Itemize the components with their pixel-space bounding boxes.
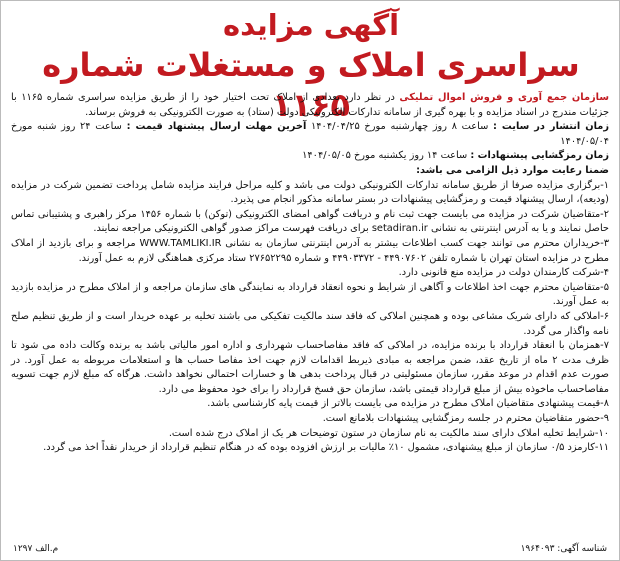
- deadline-value: ساعت ۲۴ روز شنبه مورخ ۱۴۰۴/۰۵/۰۴: [11, 121, 609, 147]
- condition-item: ۳-خریداران محترم می توانند جهت کسب اطلاعات بیشتر به آدرس اینترنتی سازمان به نشانی WWW.TAMLIKI.IR مراجعه و برای بازدید از املاک مطرح در مزایده استان تهران با شماره تلفن ۴۴۹۰۷۶۰۲ - ۴۴۹۰۳۳۷۲ و شماره ۲۷۶۵۲۲۹۵ ستاد مرکزی هماهنگی لازم به عمل آورند.: [11, 237, 610, 264]
- condition-item: ۷-همزمان با انعقاد قرارداد با برنده مزایده، در املاکی که فاقد مفاصاحساب شهرداری و اداره امور مالیاتی باشد به برنده وکالت داده می شود تا ظرف مدت ۲ ماه از تاریخ عقد، ضمن مراجعه به مبادی ذیربط اقدامات لازم جهت اخذ مفاصا حساب ها و استعلامات مربوطه به عمل آورد. در صورت عدم اقدام در موعد مقرر، سازمان مسئولیتی در قبال پرداخت بدهی ها و خسارات احتمالی نخواهد داشت. هرگاه که مبلغ لازم جهت تسویه مفاصاحساب ماخوذه بیش از مبلغ قرارداد قیمتی باشد، سازمان حق فسخ قرارداد را برای خود محفوظ می دارد.: [11, 340, 610, 395]
- publish-value: ساعت ۸ روز چهارشنبه مورخ ۱۴۰۴/۰۴/۲۵: [306, 121, 494, 133]
- condition-item: ۸-قیمت پیشنهادی متقاضیان املاک مطرح در مزایده می بایست بالاتر از قیمت پایه کارشناسی باشد.: [207, 398, 609, 410]
- organization-name: سازمان جمع آوری و فروش اموال تملیکی: [399, 92, 609, 103]
- condition-item: ۱۰-شرایط تخلیه املاک دارای سند مالکیت به نام سازمان در ستون توضیحات هر یک از املاک درج شده است.: [168, 427, 609, 439]
- condition-item: ۶-املاکی که دارای شریک مشاعی بوده و همچنین املاکی که فاقد سند مالکیت تفکیکی می باشند تخلیه بر عهده خریدار است و از طریق تنظیم صلح نامه واگذار می گردد.: [11, 310, 609, 337]
- ad-subtitle: سراسری املاک و مستغلات شماره ۱۱۶۵: [42, 46, 580, 124]
- intro-paragraph: [11, 91, 609, 120]
- condition-item: ۲-متقاضیان شرکت در مزایده می بایست جهت ثبت نام و دریافت گواهی امضای الکترونیکی (توکن) با شماره ۱۴۵۶ مرکز راهبری و پشتیبانی تماس حاصل نمایند و یا به آدرس اینترنتی به نشانی setadiran.ir برای دریافت فهرست مراکز صدور گواهی الکترونیکی مراجعه نمایند.: [11, 208, 609, 235]
- publish-label: زمان انتشار در سایت :: [493, 121, 609, 133]
- condition-item: ۴-شرکت کارمندان دولت در مزایده منع قانونی دارد.: [398, 267, 609, 279]
- ad-body: [11, 91, 609, 456]
- ad-footer: [13, 544, 607, 554]
- intro-text: در نظر دارد تعدادی از املاک تحت اختیار خود را از طریق مزایده سراسری شماره ۱۱۶۵ با جزئیات مندرج در اسناد مزایده و با بهره گیری از سامانه تدارکات الکترونیکی دولت (ستاد) به صورت الکترونیکی به فروش برساند.: [11, 92, 609, 118]
- deadline-label: آخرین مهلت ارسال پیشنهاد قیمت :: [126, 121, 307, 133]
- condition-item: ۵-متقاضیان محترم جهت اخذ اطلاعات و آگاهی از شرایط و نحوه انعقاد قرارداد به نمایندگی های سازمان مراجعه و از املاک مطرح در مزایده بازدید به عمل آورند.: [11, 281, 609, 308]
- schedule-line-2: [11, 149, 609, 164]
- condition-item: ۹-حضور متقاضیان محترم در جلسه رمزگشایی پیشنهادات بلامانع است.: [322, 413, 609, 425]
- condition-item: ۱-برگزاری مزایده صرفا از طریق سامانه تدارکات الکترونیکی دولت می باشد و کلیه مراحل فرایند مزایده شامل پرداخت تضمین شرکت در مزایده (ودیعه)، ارسال پیشنهاد قیمت و رمزگشایی پیشنهادات در بستر سامانه مذکور انجام می پذیرد.: [11, 179, 609, 206]
- opening-value: ساعت ۱۴ روز یکشنبه مورخ ۱۴۰۴/۰۵/۰۵: [302, 150, 471, 162]
- ad-id: شناسه آگهی: ۱۹۶۴۰۹۳: [520, 544, 607, 554]
- ad-title: آگهی مزایده: [222, 8, 400, 42]
- conditions-title: ضمنا رعایت موارد ذیل الزامی می باشد:: [416, 164, 609, 176]
- schedule-line-1: [11, 120, 609, 149]
- condition-item: ۱۱-کارمزد ۰/۵ سازمان از مبلغ پیشنهادی، مشمول ۱۰٪ مالیات بر ارزش افزوده بوده که در هنگام تنظیم قرارداد از خریدار نقداً اخذ می گردد.: [43, 442, 609, 454]
- ad-code: م.الف ۱۲۹۷: [13, 544, 59, 554]
- opening-label: زمان رمزگشایی پیشنهادات :: [470, 150, 609, 162]
